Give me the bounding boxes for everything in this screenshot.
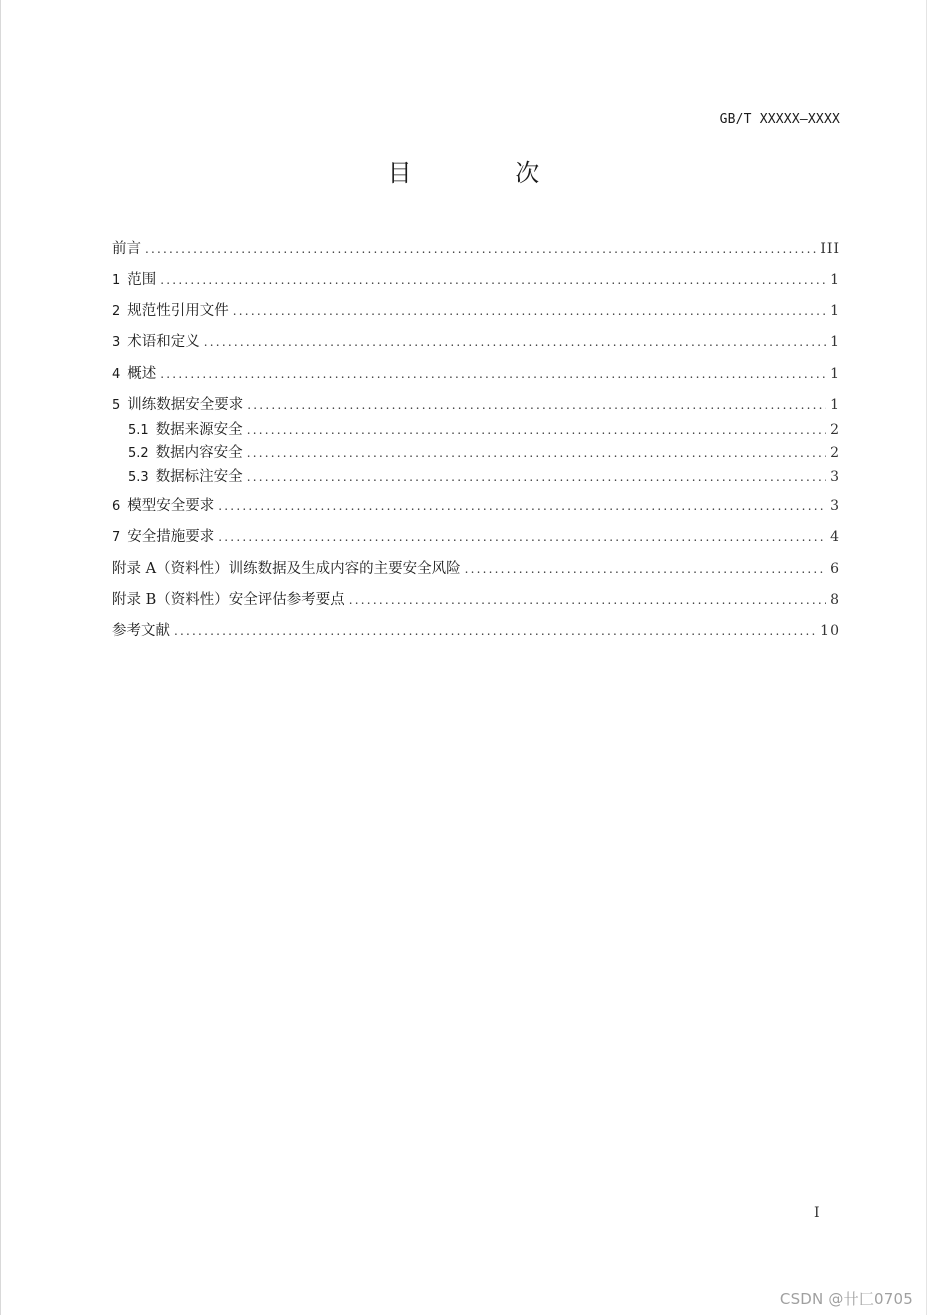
toc-entry-number: 7	[112, 530, 121, 545]
toc-leader-dots	[247, 443, 826, 463]
toc-entry-number: 3	[112, 335, 121, 350]
toc-leader-dots	[218, 527, 826, 547]
toc-entry-appendix-b[interactable]	[112, 590, 840, 610]
toc-entry-6[interactable]	[112, 496, 840, 516]
toc-entry-label: 术语和定义	[127, 334, 200, 350]
toc-leader-dots	[247, 395, 826, 415]
toc-entry-foreword[interactable]	[112, 239, 840, 259]
toc-entry-label: 数据内容安全	[155, 445, 243, 461]
toc-entry-7[interactable]	[112, 527, 840, 547]
toc-entry-label: 附录 B（资料性）安全评估参考要点	[112, 592, 345, 608]
toc-entry-3[interactable]	[112, 332, 840, 352]
toc-entry-label: 训练数据安全要求	[127, 397, 244, 413]
toc-entry-page: 8	[830, 592, 840, 608]
toc-leader-dots	[233, 301, 826, 321]
toc-entry-page: 10	[820, 623, 840, 639]
toc-entry-label: 前言	[112, 241, 141, 257]
toc-entry-page: 2	[830, 445, 840, 461]
toc-entry-5-2[interactable]	[128, 443, 840, 463]
toc-entry-5[interactable]	[112, 395, 840, 415]
toc-entry-label: 数据来源安全	[155, 422, 243, 438]
toc-title: 目 次	[387, 159, 588, 187]
document-code: GB/T XXXXX—XXXX	[719, 112, 840, 127]
toc-entry-label: 安全措施要求	[127, 529, 215, 545]
toc-entry-4[interactable]	[112, 364, 840, 384]
toc-leader-dots	[160, 364, 826, 384]
toc-leader-dots	[204, 332, 826, 352]
toc-entry-5-1[interactable]	[128, 420, 840, 440]
toc-entry-label: 规范性引用文件	[127, 303, 229, 319]
toc-leader-dots	[160, 270, 826, 290]
toc-entry-page: III	[820, 241, 840, 257]
toc-entry-label: 概述	[127, 366, 157, 382]
toc-entry-number: 5.3	[128, 470, 149, 485]
toc-entry-page: 1	[830, 272, 840, 288]
toc-entry-label: 参考文献	[112, 623, 170, 639]
toc-leader-dots	[465, 559, 826, 579]
toc-entry-number: 5.2	[128, 446, 149, 461]
toc-entry-5-3[interactable]	[128, 467, 840, 487]
toc-entry-page: 1	[830, 334, 840, 350]
toc-entry-label: 范围	[127, 272, 157, 288]
toc-entry-label: 附录 A（资料性）训练数据及生成内容的主要安全风险	[112, 561, 461, 577]
toc-entry-number: 6	[112, 499, 121, 514]
toc-leader-dots	[247, 420, 826, 440]
toc-entry-label: 模型安全要求	[127, 498, 215, 514]
toc-entry-1[interactable]	[112, 270, 840, 290]
toc-leader-dots	[349, 590, 826, 610]
toc-entry-number: 5	[112, 398, 121, 413]
watermark: CSDN @卄匚0705	[779, 1290, 913, 1308]
toc-entry-page: 6	[830, 561, 840, 577]
toc-entry-page: 3	[830, 498, 840, 514]
toc-entry-page: 2	[830, 422, 840, 438]
toc-leader-dots	[218, 496, 826, 516]
toc-entry-page: 4	[830, 529, 840, 545]
toc-entry-page: 1	[830, 366, 840, 382]
toc-entry-page: 1	[830, 397, 840, 413]
toc-leader-dots	[145, 239, 816, 259]
toc-leader-dots	[174, 621, 816, 641]
toc-entry-number: 5.1	[128, 423, 149, 438]
toc-entry-references[interactable]	[112, 621, 840, 641]
toc-entry-label: 数据标注安全	[155, 469, 243, 485]
page-number: I	[814, 1205, 820, 1221]
toc-entry-appendix-a[interactable]	[112, 559, 840, 579]
toc-entry-2[interactable]	[112, 301, 840, 321]
toc-entry-number: 1	[112, 273, 121, 288]
toc-entry-page: 1	[830, 303, 840, 319]
toc-entry-number: 2	[112, 304, 121, 319]
toc-leader-dots	[247, 467, 826, 487]
toc-entry-page: 3	[830, 469, 840, 485]
page-left-edge	[0, 0, 1, 1315]
toc-entry-number: 4	[112, 367, 121, 382]
